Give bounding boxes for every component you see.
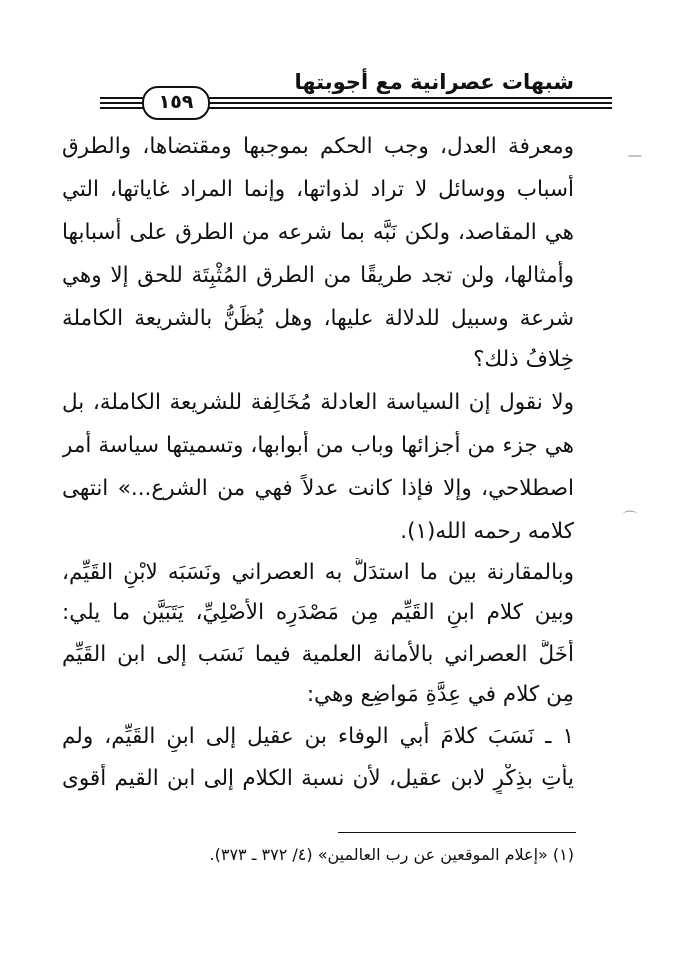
body-line: وبين كلام ابنِ القَيِّم مِن مَصْدَرِه الأَصْلِيِّ، يَتَبَيَّن ما يلي: bbox=[62, 600, 574, 625]
running-header-title: شبهات عصرانية مع أجوبتها bbox=[294, 70, 574, 94]
body-line: أَخَلَّ العصراني بالأمانة العلمية فيما نَسَب إلى ابن القَيِّم bbox=[62, 642, 574, 667]
body-line: مِن كلام في عِدَّةِ مَواضِع وهي: bbox=[306, 682, 574, 707]
body-line: يأْتِ بذِكْرٍ لابن عقيل، لأن نسبة الكلام إلى ابن القيم أقوى bbox=[62, 766, 574, 791]
body-line: وأمثالها، ولن تجد طريقًا من الطرق المُثْبِتَة للحق إلا وهي bbox=[62, 263, 574, 288]
margin-mark: — bbox=[628, 148, 642, 164]
body-line: وبالمقارنة بين ما استدَلَّ به العصراني ونَسَبَه لابْنِ القَيِّم، bbox=[62, 560, 574, 585]
body-line: كلامه رحمه الله(١). bbox=[400, 519, 574, 544]
footnote-separator bbox=[338, 832, 576, 833]
body-line: هي المقاصد، ولكن نَبَّه بما شرعه من الطرق على أسبابها bbox=[62, 220, 574, 245]
footnote: (١) «إعلام الموقعين عن رب العالمين» (٤/ ٣٧٢ ـ ٣٧٣). bbox=[209, 845, 574, 864]
body-line: ومعرفة العدل، وجب الحكم بموجبها ومقتضاها، والطرق bbox=[62, 134, 574, 159]
body-line: شرعة وسبيل للدلالة عليها، وهل يُظَنُّ بالشريعة الكاملة bbox=[62, 306, 574, 331]
body-line: خِلافُ ذلك؟ bbox=[473, 347, 574, 372]
body-line: هي جزء من أجزائها وباب من أبوابها، وتسميتها سياسة أمر bbox=[62, 433, 574, 458]
margin-mark: ⌒ bbox=[623, 511, 637, 527]
body-line: اصطلاحي، وإلا فإذا كانت عدلاً فهي من الشرع...» انتهى bbox=[62, 476, 574, 501]
body-line: ولا نقول إن السياسة العادلة مُخَالِفة للشريعة الكاملة، بل bbox=[62, 390, 574, 415]
body-line: ١ ـ نَسَبَ كلامَ أبي الوفاء بن عقيل إلى ابنِ القَيِّم، ولم bbox=[62, 724, 574, 749]
page-number: ١٥٩ bbox=[142, 86, 210, 120]
body-line: أسباب ووسائل لا تراد لذواتها، وإنما المراد غاياتها، التي bbox=[62, 177, 574, 202]
